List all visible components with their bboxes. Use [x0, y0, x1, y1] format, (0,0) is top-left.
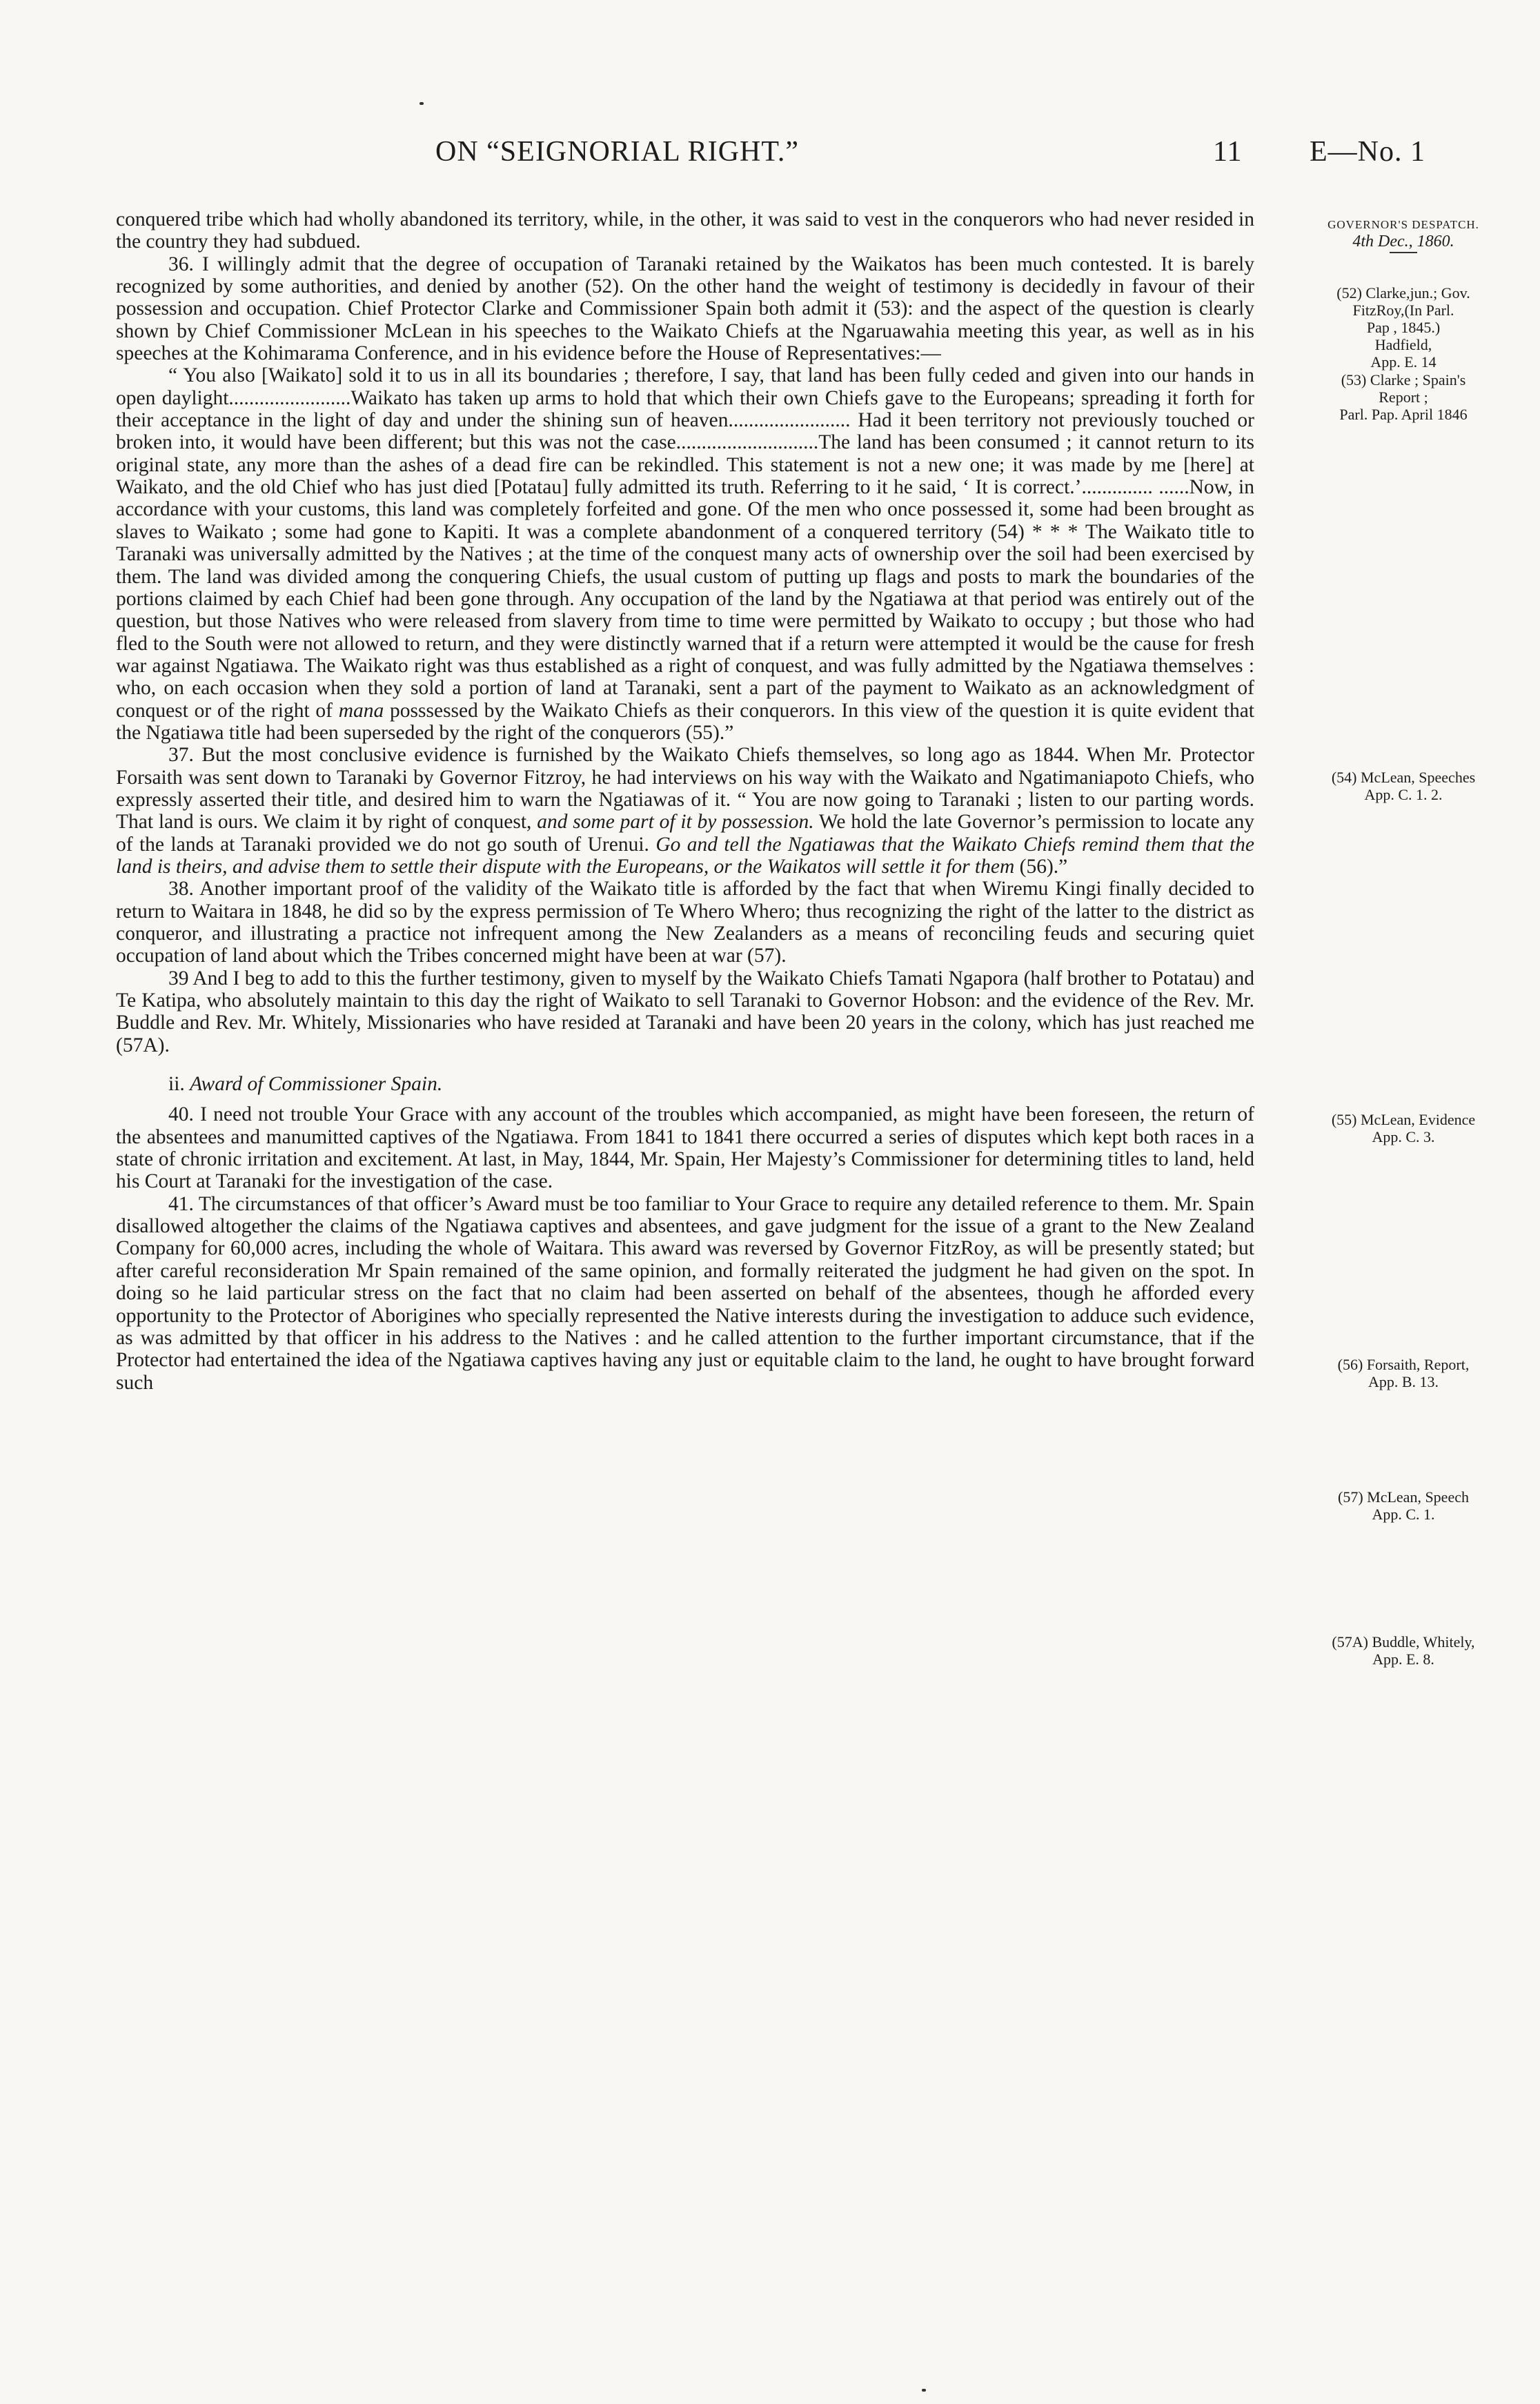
note-57a-line-1: (57A) Buddle, Whitely, — [1332, 1633, 1475, 1651]
paragraph-37-italic-2: Go and tell the Ngatiawas that the Waikato Chiefs remind them that the land is theirs, and advise them to settle their dispute with the Europeans, or the Waikatos will settle it for them — [116, 833, 1254, 878]
paragraph-continued: conquered tribe which had wholly abandoned its territory, while, in the other, it was said to vest in the conquerors who had never resided in the country they had subdued. — [116, 208, 1254, 253]
note-52-line-4: Hadfield, — [1374, 336, 1432, 353]
note-55-line-1: (55) McLean, Evidence — [1331, 1111, 1476, 1128]
paragraph-38: 38. Another important proof of the validity of the Waikato title is afforded by the fact that when Wiremu Kingi finally decided to return to Waitara in 1848, he did so by the express permission of Te Whero Whero; thus recognizing the right of the latter to the district as conqueror, and illustrating a practice not infrequent among the New Zealanders as a means of reconciling feuds and securing quiet occupation of land about which the Tribes concerned might have been at war (57). — [116, 878, 1254, 967]
paragraph-37-italic: and some part of it by possession. — [537, 811, 814, 834]
note-52-line-3: Pap , 1845.) — [1366, 319, 1441, 336]
margin-note-52 — [1275, 284, 1532, 371]
italic-mana: mana — [338, 699, 384, 722]
note-52-line-5: App. E. 14 — [1370, 353, 1437, 371]
despatch-date-text: 4th Dec., 1860. — [1352, 233, 1454, 250]
margin-rule — [1390, 252, 1417, 253]
note-57a-line-2: App. E. 8. — [1372, 1651, 1434, 1668]
paragraph-37 — [116, 744, 1254, 878]
paragraph-37-text-2: We hold the late Governor’s permission to locate any of the lands at Taranaki provided we do not go south of Urenui. — [116, 811, 1254, 856]
note-56-line-2: App. B. 13. — [1368, 1373, 1439, 1390]
paragraph-41: 41. The circumstances of that officer’s Award must be too familiar to Your Grace to require any detailed reference to them. Mr. Spain disallowed altogether the claims of the Ngatiawa captives and absentees, and gave judgment for the issue of a grant to the New Zealand Company for 60,000 acres, including the whole of Waitara. This award was reversed by Governor FitzRoy, as will be presently stated; but after careful reconsideration Mr Spain remained of the same opinion, and formally reiterated the judgment he had given on the spot. In doing so he laid particular stress on the fact that no claim had been asserted on behalf of the absentees, though he afforded every opportunity to the Protector of Aborigines who specially represented the Native interests during the investigation to adduce such evidence, as was admitted by that officer in his address to the Natives : and he called attention to the further important circumstance, that if the Protector had entertained the idea of the Ngatiawa captives having any just or equitable claim to the land, he ought to have brought forward such — [116, 1192, 1254, 1394]
paper-number: E—No. 1 — [1310, 136, 1425, 168]
paragraph-quotation — [116, 364, 1254, 744]
section-number: ii. — [168, 1073, 185, 1096]
margin-despatch-date — [1275, 233, 1532, 250]
note-57-line-2: App. C. 1. — [1372, 1506, 1435, 1523]
note-55-line-2: App. C. 3. — [1372, 1128, 1435, 1145]
note-56-line-1: (56) Forsaith, Report, — [1337, 1356, 1470, 1373]
paragraph-37-text: 37. But the most conclusive evidence is furnished by the Waikato Chiefs themselves, so long ago as 1844. When Mr. Protector Forsaith was sent down to Taranaki by Governor Fitzroy, he had interviews on his way with the Waikato and Ngatimaniapoto Chiefs, who expressly asserted their title, and desired him to warn the Ngatiawas of it. “ You are now going to Taranaki ; listen to our parting words. That land is ours. We claim it by right of conquest, — [116, 744, 1254, 834]
section-heading — [116, 1073, 1254, 1095]
body-text — [116, 208, 1254, 1394]
note-53-line-3: Parl. Pap. April 1846 — [1339, 406, 1468, 423]
note-52-line-1: (52) Clarke,jun.; Gov. — [1336, 284, 1470, 302]
section-title: Award of Commissioner Spain. — [190, 1073, 443, 1096]
margin-note-56 — [1275, 1356, 1532, 1390]
margin-note-despatch — [1275, 216, 1532, 253]
page-number: 11 — [1213, 136, 1243, 168]
margin-despatch-label: GOVERNOR'S DESPATCH. — [1327, 218, 1479, 231]
note-53-line-1: (53) Clarke ; Spain's — [1341, 371, 1466, 388]
print-speck — [922, 2389, 926, 2392]
running-title: ON “SEIGNORIAL RIGHT.” — [435, 136, 800, 168]
note-54-line-2: App. C. 1. 2. — [1364, 786, 1443, 803]
page-header — [114, 135, 1528, 177]
print-speck — [419, 102, 424, 105]
note-52-line-2: FitzRoy,(In Parl. — [1352, 302, 1454, 319]
paragraph-40: 40. I need not trouble Your Grace with any account of the troubles which accompanied, as might have been foreseen, the return of the absentees and manumitted captives of the Ngatiawa. From 1841 to 1841 there occurred a series of disputes which kept both races in a state of chronic irritation and excitement. At last, in May, 1844, Mr. Spain, Her Majesty’s Commissioner for determining titles to land, held his Court at Taranaki for the investigation of the case. — [116, 1103, 1254, 1193]
margin-note-55 — [1275, 1111, 1532, 1145]
paragraph-39: 39 And I beg to add to this the further testimony, given to myself by the Waikato Chiefs Tamati Ngapora (half brother to Potatau) and Te Katipa, who absolutely maintain to this day the right of Waikato to sell Taranaki to Governor Hobson: and the evidence of the Rev. Mr. Buddle and Rev. Mr. Whitely, Missionaries who have resided at Taranaki and have been 20 years in the colony, which has just reached me (57A). — [116, 967, 1254, 1056]
margin-note-57 — [1275, 1488, 1532, 1523]
quotation-text: “ You also [Waikato] sold it to us in all its boundaries ; therefore, I say, that land has been fully ceded and given into our hands in open daylight........................Waikato has taken up arms to hold that which their own Chiefs gave to the Europeans; spreading it forth for their acceptance in the light of day and under the shining sun of heaven........................ Had it been territory not previously touched or broken into, it would have been different; but this was not the case............................The land has been consumed ; it cannot return to its original state, any more than the ashes of a dead fire can be rekindled. This statement is not a new one; it was made by me [here] at Waikato, and the old Chief who has just died [Potatau] fully admitted its truth. Referring to it he said, ‘ It is correct.’.............. ......Now, in accordance with your customs, this land was completely forfeited and gone. Of the men who once possessed it, some had been brought as slaves to Waikato ; some had gone to Kapiti. It was a complete abandonment of a conquered territory (54) * * * The Waikato title to Taranaki was universally admitted by the Natives ; at the time of the conquest many acts of ownership over the soil had been exercised by them. The land was divided among the conquering Chiefs, the usual custom of putting up flags and posts to mark the boundaries of the portions claimed by each Chief had been gone through. Any occupation of the land by the Ngatiawa at that period was entirely out of the question, but those Natives who were released from slavery from time to time were permitted by Waikato to occupy ; but those who had fled to the South were not allowed to return, and they were distinctly warned that if a return were attempted it would be the cause for fresh war against Ngatiawa. The Waikato right was thus established as a right of conquest, and was fully admitted by the Ngatiawa themselves : who, on each occasion when they sold a portion of land at Taranaki, sent a part of the payment to Waikato as an acknowledgment of conquest or of the right of — [116, 364, 1254, 722]
paragraph-36: 36. I willingly admit that the degree of occupation of Taranaki retained by the Waikatos has been much contested. It is barely recognized by some authorities, and denied by another (52). On the other hand the weight of testimony is decidedly in favour of their possession and occupation. Chief Protector Clarke and Commissioner Spain both admit it (53): and the aspect of the question is clearly shown by Chief Commissioner McLean in his speeches to the Waikato Chiefs at the Ngaruawahia meeting this year, as well as in his speeches at the Kohimarama Conference, and in his evidence before the House of Representatives:— — [116, 253, 1254, 365]
margin-note-53 — [1275, 371, 1532, 423]
margin-note-57a — [1275, 1633, 1532, 1668]
note-53-line-2: Report ; — [1379, 388, 1428, 406]
note-54-line-1: (54) McLean, Speeches — [1331, 769, 1476, 786]
note-57-line-1: (57) McLean, Speech — [1338, 1488, 1469, 1506]
paragraph-37-end: (56).” — [1014, 855, 1068, 878]
quotation-end: posssessed by the Waikato Chiefs as their conquerors. In this view of the question it is quite evident that the Ngatiawa title had been superseded by the right of the conquerors (55).” — [116, 699, 1254, 744]
margin-note-54 — [1275, 769, 1532, 803]
